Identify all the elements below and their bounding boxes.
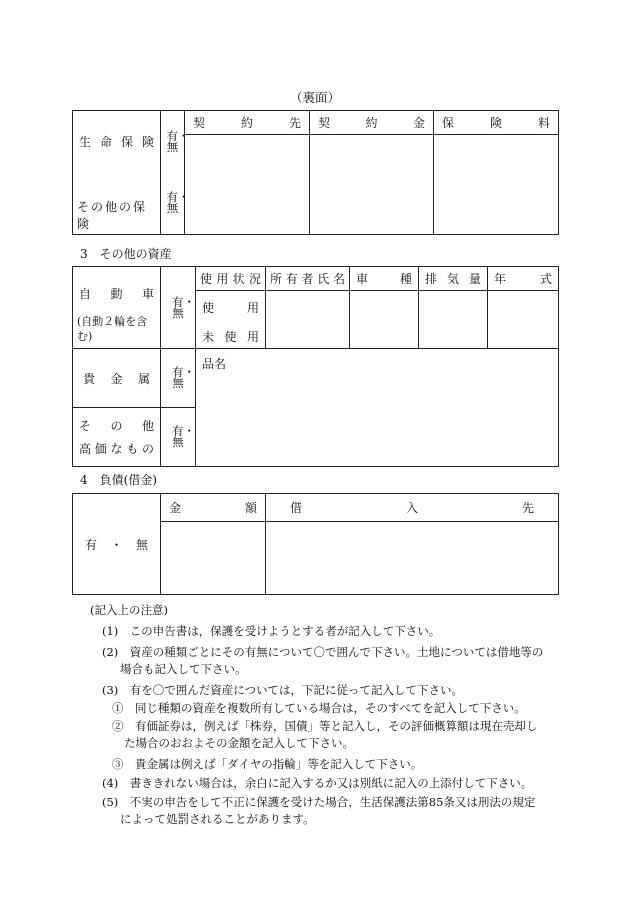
note-line: によって処罰されることがあります。 bbox=[120, 812, 315, 826]
model-year-field[interactable] bbox=[488, 291, 559, 349]
note-line: ① 同じ種類の資産を複数所有している場合は，そのすべてを記入して下さい。 bbox=[112, 701, 526, 715]
note-line: 場合も記入して下さい。 bbox=[120, 662, 247, 676]
header-usage-status: 使用状況 bbox=[196, 267, 266, 291]
header-car-type: 車種 bbox=[350, 267, 419, 291]
page-title: （裏面） bbox=[289, 90, 340, 105]
note-line: (2) 資産の種類ごとにその有無について〇で囲んで下さい。土地については借地等の bbox=[102, 645, 544, 659]
header-lender: 借入先 bbox=[266, 494, 559, 522]
lender-field[interactable] bbox=[266, 522, 559, 595]
other-valuables-ari[interactable]: 有・無 bbox=[161, 408, 196, 467]
header-contract-amount: 契約金 bbox=[310, 111, 434, 135]
contractor-field[interactable] bbox=[185, 135, 310, 235]
other-assets-table bbox=[72, 266, 559, 467]
life-insurance-ari[interactable]: 有・無 bbox=[161, 111, 185, 173]
note-line: ③ 貴金属は例えば「ダイヤの指輪」等を記入して下さい。 bbox=[112, 757, 423, 771]
note-line: (1) この申告書は，保護を受けようとする者が記入して下さい。 bbox=[102, 624, 441, 638]
debt-ari[interactable]: 有・無 bbox=[73, 494, 161, 595]
usage-unused-option[interactable]: 未使用 bbox=[196, 324, 266, 349]
header-displacement: 排気量 bbox=[419, 267, 488, 291]
header-owner-name: 所有者氏名 bbox=[266, 267, 350, 291]
header-premium: 保険料 bbox=[434, 111, 559, 135]
note-line: ② 有価証券は，例えば「株券，国債」等と記入し，その評価概算額は現在売却し bbox=[112, 719, 538, 733]
precious-metal-label: 貴金属 bbox=[73, 349, 161, 408]
precious-metal-ari[interactable]: 有・無 bbox=[161, 349, 196, 408]
note-line: (5) 不実の申告をして不正に保護を受けた場合，生活保護法第85条又は刑法の規定 bbox=[102, 795, 536, 809]
life-insurance-label: 生命保険 bbox=[73, 111, 161, 173]
item-name-label: 品名 bbox=[202, 357, 227, 371]
car-type-field[interactable] bbox=[350, 291, 419, 349]
other-insurance-label: その他の保険 bbox=[73, 172, 161, 235]
car-ari[interactable]: 有・無 bbox=[161, 267, 196, 349]
note-line: た場合のおおよその金額を記入して下さい。 bbox=[124, 736, 354, 750]
note-line: (4) 書ききれない場合は，余白に記入するか又は別紙に記入の上添付して下さい。 bbox=[102, 776, 533, 790]
debt-amount-field[interactable] bbox=[161, 522, 266, 595]
displacement-field[interactable] bbox=[419, 291, 488, 349]
header-model-year: 年式 bbox=[488, 267, 559, 291]
insurance-table bbox=[72, 110, 559, 235]
contract-amount-field[interactable] bbox=[310, 135, 434, 235]
usage-used-option[interactable]: 使用 bbox=[196, 291, 266, 325]
note-line: (3) 有を〇で囲んだ資産については，下記に従って記入して下さい。 bbox=[102, 683, 464, 697]
other-insurance-ari[interactable]: 有・無 bbox=[161, 172, 185, 235]
car-label: 自動車 (自動２輪を含む) bbox=[73, 267, 161, 349]
header-debt-amount: 金額 bbox=[161, 494, 266, 522]
section4-title: 4 負債(借金) bbox=[80, 473, 157, 487]
section3-title: 3 その他の資産 bbox=[80, 247, 172, 261]
owner-name-field[interactable] bbox=[266, 291, 350, 349]
debt-table bbox=[72, 493, 559, 595]
notes-title: (記入上の注意) bbox=[90, 603, 168, 617]
item-name-field[interactable] bbox=[196, 349, 559, 467]
header-contractor: 契約先 bbox=[185, 111, 310, 135]
premium-field[interactable] bbox=[434, 135, 559, 235]
other-valuables-label: その他 高価なもの bbox=[73, 408, 161, 467]
